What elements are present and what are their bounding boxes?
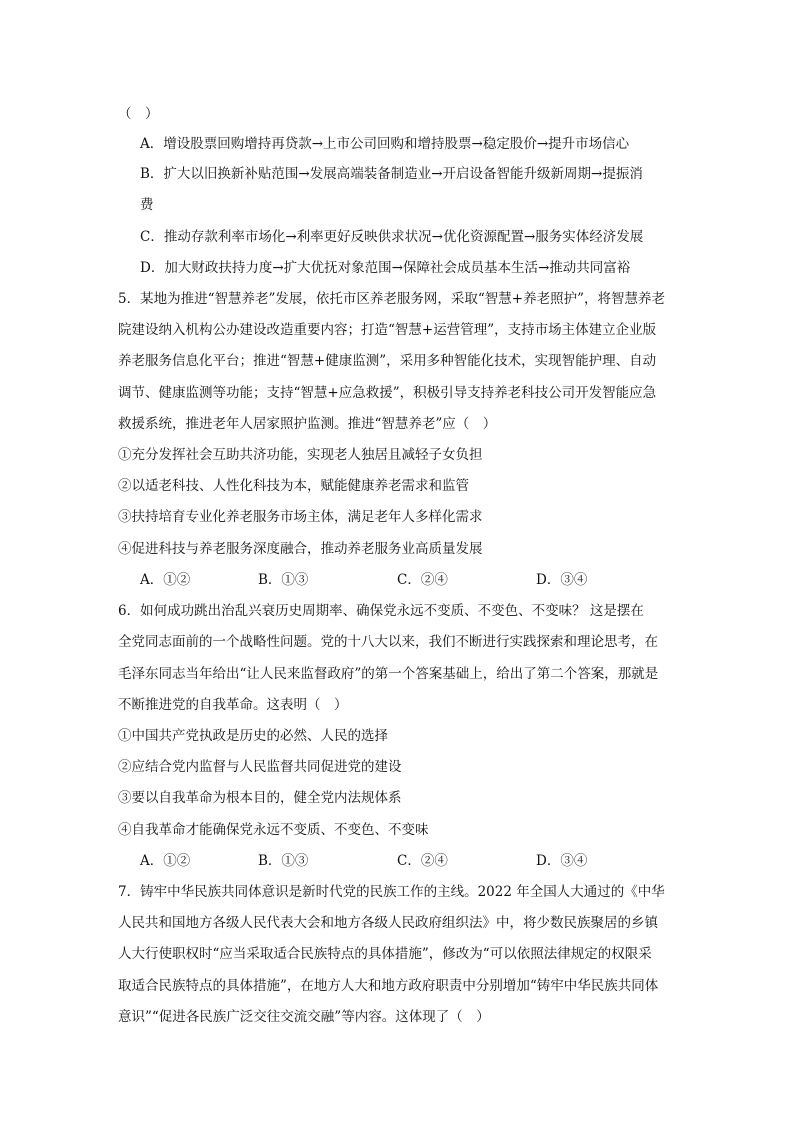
q6-choice-c[interactable]: C．②④ bbox=[397, 853, 448, 869]
q5-statement: ③扶持培育专业化养老服务市场主体，满足老年人多样化需求 bbox=[118, 509, 483, 525]
q4-answer-bracket: （ ） bbox=[118, 106, 159, 122]
q6-choice-d[interactable]: D．③④ bbox=[536, 853, 588, 869]
q4-option-a[interactable]: A．增设股票回购增持再贷款→上市公司回购和增持股票→稳定股价→提升市场信心 bbox=[140, 136, 630, 152]
q5-stem-line: 救援系统，推进老年人居家照护监测。推进“智慧养老”应（ ） bbox=[118, 416, 497, 432]
q7-stem-line: 取适合民族特点的具体措施”，在地方人大和地方政府职责中分别增加“铸牢中华民族共同体 bbox=[118, 978, 659, 994]
q6-stem-line: 全党同志面前的一个战略性问题。党的十八大以来，我们不断进行实践探索和理论思考，在 bbox=[118, 634, 658, 650]
q5-statement: ①充分发挥社会互助共济功能，实现老人独居且减轻子女负担 bbox=[118, 447, 483, 463]
q5-stem-line: 调节、健康监测等功能；支持“智慧+应急救援”，积极引导支持养老科技公司开发智能应急 bbox=[118, 385, 657, 401]
q6-statement: ④自我革命才能确保党永远不变质、不变色、不变味 bbox=[118, 822, 429, 838]
q4-option-b-continued: 费 bbox=[140, 197, 154, 213]
q7-stem-line: 意识”“促进各民族广泛交往交流交融”等内容。这体现了（ ） bbox=[118, 1009, 490, 1025]
q5-choice-b[interactable]: B．①③ bbox=[258, 572, 309, 588]
q6-statement: ②应结合党内监督与人民监督共同促进党的建设 bbox=[118, 759, 402, 775]
q5-statement: ④促进科技与养老服务深度融合，推动养老服务业高质量发展 bbox=[118, 541, 483, 557]
q5-statement: ②以适老科技、人性化科技为本，赋能健康养老需求和监管 bbox=[118, 478, 469, 494]
q5-stem-line: 5．某地为推进“智慧养老”发展，依托市区养老服务网，采取“智慧+养老照护”，将智慧养老 bbox=[118, 291, 666, 307]
q5-choice-a[interactable]: A．①② bbox=[140, 572, 191, 588]
q4-option-d[interactable]: D．加大财政扶持力度→扩大优抚对象范围→保障社会成员基本生活→推动共同富裕 bbox=[140, 260, 631, 276]
q5-stem-line: 养老服务信息化平台；推进“智慧+健康监测”，采用多种智能化技术，实现智能护理、自动 bbox=[118, 353, 657, 369]
q6-choice-a[interactable]: A．①② bbox=[140, 853, 191, 869]
q5-stem-line: 院建设纳入机构公办建设改造重要内容；打造“智慧+运营管理”，支持市场主体建立企业版 bbox=[118, 322, 657, 338]
q6-stem-line: 不断推进党的自我革命。这表明（ ） bbox=[118, 697, 348, 713]
q4-option-c[interactable]: C．推动存款利率市场化→利率更好反映供求状况→优化资源配置→服务实体经济发展 bbox=[140, 229, 644, 245]
q7-stem-line: 人民共和国地方各级人民代表大会和地方各级人民政府组织法》中，将少数民族聚居的乡镇 bbox=[118, 915, 658, 931]
q4-option-b[interactable]: B．扩大以旧换新补贴范围→发展高端装备制造业→开启设备智能升级新周期→提振消 bbox=[140, 166, 643, 182]
q7-stem-line: 人大行使职权时“应当采取适合民族特点的具体措施”，修改为“可以依照法律规定的权限采 bbox=[118, 946, 652, 962]
q6-statement: ③要以自我革命为根本目的，健全党内法规体系 bbox=[118, 790, 402, 806]
q5-choice-c[interactable]: C．②④ bbox=[397, 572, 448, 588]
q6-stem-line: 毛泽东同志当年给出“让人民来监督政府”的第一个答案基础上，给出了第二个答案，那就是 bbox=[118, 666, 659, 682]
q6-stem-line: 6．如何成功跳出治乱兴衰历史周期率、确保党永远不变质、不变色、不变味？ 这是摆在 bbox=[118, 603, 644, 619]
q6-choice-b[interactable]: B．①③ bbox=[258, 853, 309, 869]
q5-choice-d[interactable]: D．③④ bbox=[536, 572, 588, 588]
q6-statement: ①中国共产党执政是历史的必然、人民的选择 bbox=[118, 728, 388, 744]
q7-stem-line: 7．铸牢中华民族共同体意识是新时代党的民族工作的主线。2022 年全国人大通过的《中华 bbox=[118, 884, 665, 900]
